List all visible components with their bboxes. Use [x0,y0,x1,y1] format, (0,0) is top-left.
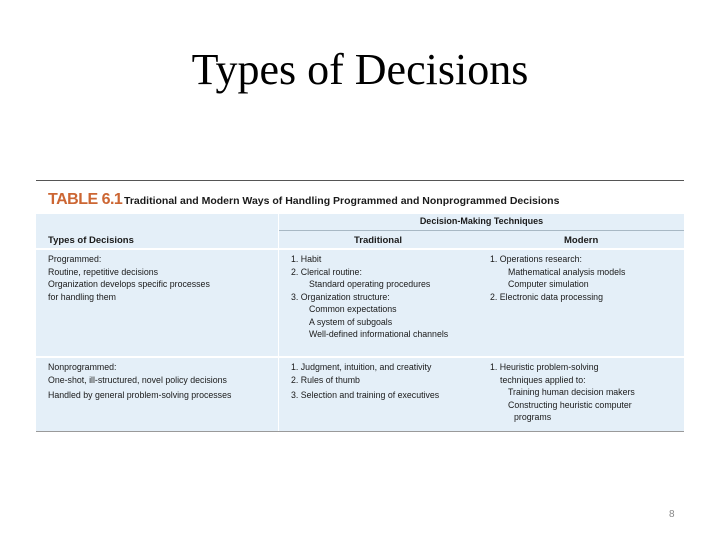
table-cell-line: Mathematical analysis models [508,266,626,277]
header-divider [279,230,684,231]
header-modern: Modern [564,235,599,246]
table-grid [36,214,684,431]
table-cell-line: Organization develops specific processes [48,279,210,289]
table-cell-line: 2. Clerical routine: [291,266,362,277]
row-divider [36,356,684,358]
table-cell-line: Standard operating procedures [309,279,431,289]
table-cell-line: Training human decision makers [508,387,635,397]
table-cell-line: Common expectations [309,304,397,314]
row-programmed-types [48,253,210,303]
table-cell-line: Routine, repetitive decisions [48,266,159,277]
table-cell-line: Programmed: [48,254,102,264]
row-programmed-modern [490,253,625,303]
table-cell-line: Nonprogrammed: [48,362,117,372]
row-nonprogrammed-modern [490,361,635,424]
row-nonprogrammed-types [48,361,231,402]
table-cell-line: Well-defined informational channels [309,329,449,339]
row-nonprogrammed-traditional [291,361,439,402]
decision-table [36,180,684,432]
column-divider [278,214,279,431]
table-cell-line: A system of subgoals [309,316,393,327]
table-cell-line: 1. Heuristic problem-solving [490,362,599,372]
table-cell-line: Computer simulation [508,279,589,289]
table-cell-line: techniques applied to: [500,374,586,385]
table-caption: Traditional and Modern Ways of Handling Programmed and Nonprogrammed Decisions [124,195,560,207]
table-cell-line: 1. Operations research: [490,254,582,264]
table-cell-line: 2. Rules of thumb [291,374,360,385]
table-cell-line: 3. Organization structure: [291,291,390,302]
header-types: Types of Decisions [48,235,134,246]
table-cell-line: 1. Judgment, intuition, and creativity [291,362,432,372]
table-label: TABLE 6.1 [48,191,123,208]
row-divider [36,248,684,250]
row-programmed-traditional [291,253,448,341]
page-number: 8 [669,509,675,520]
table-cell-line: for handling them [48,291,116,302]
table-cell-line: One-shot, ill-structured, novel policy decisions [48,374,227,385]
slide-title: Types of Decisions [191,45,529,94]
table-cell-line: programs [514,412,552,422]
table-cell-line: 1. Habit [291,254,322,264]
table-cell-line: Handled by general problem-solving processes [48,390,232,400]
header-traditional: Traditional [354,235,403,246]
table-cell-line: 2. Electronic data processing [490,291,603,302]
table-cell-line: 3. Selection and training of executives [291,390,440,400]
table-cell-line: Constructing heuristic computer [508,399,632,410]
header-group: Decision-Making Techniques [419,216,544,226]
